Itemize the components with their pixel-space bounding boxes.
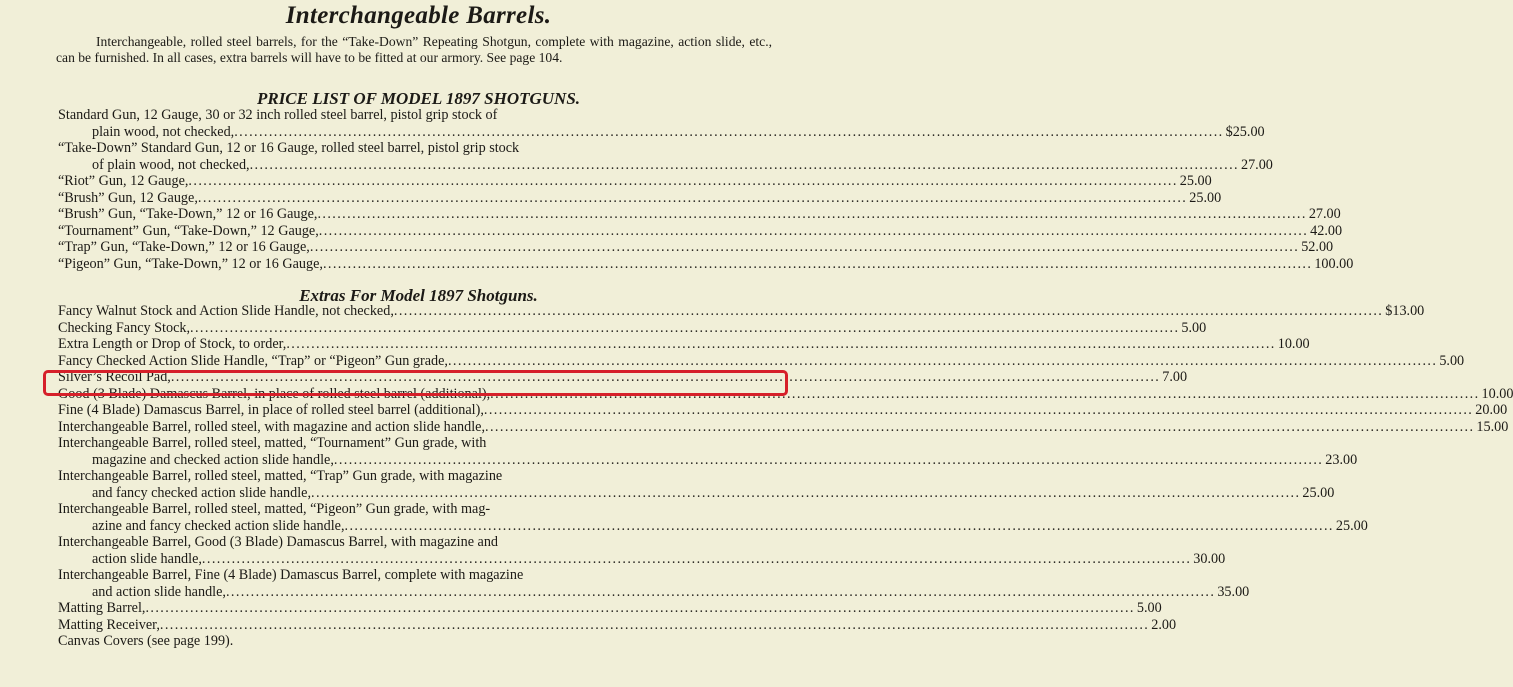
item-description: Silver’s Recoil Pad, [58,369,171,385]
extras-item [58,435,1358,468]
item-line [58,484,1335,502]
extras-item [58,336,1310,353]
leader-dots: ........................................................................................................................................................................................................ [170,369,1161,385]
item-line [58,501,772,518]
item-description: magazine and checked action slide handle, [92,451,334,468]
item-description: “Tournament” Gun, “Take-Down,” 12 Gauge, [58,222,319,239]
leader-dots: ........................................................................................................................................................................................................ [159,616,1150,633]
item-price: 27.00 [1308,206,1341,222]
item-description: Fine (4 Blade) Damascus Barrel, in place of rolled steel barrel (additional), [58,402,484,418]
item-description: Checking Fancy Stock, [58,319,191,336]
item-price: 25.00 [1179,173,1212,189]
item-description: and fancy checked action slide handle, [92,484,312,501]
item-line [58,616,1177,634]
item-price: 23.00 [1325,451,1358,468]
item-description: Interchangeable Barrel, rolled steel, matted, “Trap” Gun grade, with magazine [58,468,503,484]
price-list-item [58,140,1273,173]
extras-item [58,468,1335,501]
item-description: Interchangeable Barrel, rolled steel, matted, “Pigeon” Gun grade, with mag- [58,501,491,517]
item-price: 15.00 [1476,418,1509,435]
extras-item [58,600,1162,617]
item-description: Extra Length or Drop of Stock, to order, [58,336,287,352]
item-line [58,468,772,485]
extras-item [58,402,1508,419]
leader-dots: ........................................................................................................................................................................................................ [490,385,1480,402]
leader-dots: ........................................................................................................................................................................................................ [333,451,1324,468]
leader-dots: ........................................................................................................................................................................................................ [309,239,1300,255]
item-description: “Riot” Gun, 12 Gauge, [58,173,189,189]
item-line [58,517,1368,535]
extras-item [58,303,1425,320]
item-line [58,107,772,124]
extras-item [58,616,1177,634]
item-line [58,633,772,650]
item-price: 10.00 [1481,385,1513,402]
item-line [58,156,1273,174]
item-line [58,206,1341,223]
extras-item [58,352,1465,370]
item-price: 30.00 [1193,550,1226,567]
leader-dots: ........................................................................................................................................................................................................ [344,517,1334,534]
item-line [58,583,1250,601]
item-line [58,255,1354,273]
extras-item [58,418,1509,436]
item-line [58,418,1509,436]
item-price: 25.00 [1189,189,1222,206]
item-line [58,352,1465,370]
item-line [58,550,1226,568]
item-price: 27.00 [1240,156,1273,173]
item-price: 5.00 [1439,352,1465,369]
leader-dots: ........................................................................................................................................................................................................ [249,156,1239,173]
extras-item [58,534,1226,567]
item-price: 35.00 [1217,583,1250,600]
item-line [58,319,1207,337]
item-line [58,303,1425,320]
price-list-item [58,239,1334,256]
item-description: Fancy Checked Action Slide Handle, “Trap” or “Pigeon” Gun grade, [58,352,448,369]
price-list-heading: PRICE LIST OF MODEL 1897 SHOTGUNS. [256,89,581,108]
item-description: Good (3 Blade) Damascus Barrel, in place of rolled steel barrel (additional), [58,385,491,402]
intro-paragraph: Interchangeable, rolled steel barrels, for the “Take-Down” Repeating Shotgun, complete with magazine, action slide, etc., can be furnished. In all cases, extra barrels will have to be fitted at our armory. See page 104. [56,34,772,65]
item-description: Interchangeable Barrel, Fine (4 Blade) Damascus Barrel, complete with magazine [58,567,524,583]
extras-item [58,567,1250,600]
item-price: 25.00 [1302,484,1335,501]
leader-dots: ........................................................................................................................................................................................................ [447,352,1438,369]
extras-item [58,501,1368,534]
price-list-item [58,222,1343,240]
item-description: Matting Barrel, [58,600,146,616]
price-list-item [58,206,1341,223]
item-line [58,189,1222,207]
item-description: “Trap” Gun, “Take-Down,” 12 or 16 Gauge, [58,239,310,255]
item-description: Matting Receiver, [58,616,160,633]
item-description: “Take-Down” Standard Gun, 12 or 16 Gauge, rolled steel barrel, pistol grip stock [58,140,520,156]
leader-dots: ........................................................................................................................................................................................................ [145,600,1135,616]
leader-dots: ........................................................................................................................................................................................................ [393,303,1384,319]
item-line [58,534,772,551]
item-price: 2.00 [1151,616,1177,633]
item-description: “Pigeon” Gun, “Take-Down,” 12 or 16 Gauge, [58,255,323,272]
item-price: 7.00 [1162,369,1188,385]
item-description: “Brush” Gun, “Take-Down,” 12 or 16 Gauge, [58,206,318,222]
item-line [58,402,1508,419]
price-list-item [58,173,1212,190]
item-description: Canvas Covers (see page 199). [58,633,234,649]
item-line [58,239,1334,256]
page-title: Interchangeable Barrels. [285,2,552,29]
leader-dots: ........................................................................................................................................................................................................ [201,550,1192,567]
item-line [58,140,772,157]
leader-dots: ........................................................................................................................................................................................................ [483,402,1474,418]
item-line [58,600,1162,617]
leader-dots: ........................................................................................................................................................................................................ [318,222,1309,239]
leader-dots: ........................................................................................................................................................................................................ [190,319,1180,336]
price-list-item [58,107,1265,140]
item-line [58,435,772,452]
extras-heading: Extras For Model 1897 Shotguns. [299,286,538,305]
item-price: 5.00 [1181,319,1207,336]
item-price: 100.00 [1314,255,1354,272]
item-price: 20.00 [1475,402,1508,418]
item-line [58,336,1310,353]
item-price: 52.00 [1301,239,1334,255]
leader-dots: ........................................................................................................................................................................................................ [311,484,1301,501]
item-price: $13.00 [1385,303,1425,319]
item-line [58,567,772,584]
leader-dots: ........................................................................................................................................................................................................ [197,189,1188,206]
leader-dots: ........................................................................................................................................................................................................ [322,255,1313,272]
leader-dots: ........................................................................................................................................................................................................ [317,206,1307,222]
item-description: “Brush” Gun, 12 Gauge, [58,189,198,206]
leader-dots: ........................................................................................................................................................................................................ [188,173,1178,189]
price-list-item [58,189,1222,207]
item-price: 10.00 [1277,336,1310,352]
item-description: azine and fancy checked action slide handle, [92,517,345,534]
leader-dots: ........................................................................................................................................................................................................ [286,336,1276,352]
item-price: $25.00 [1225,123,1265,140]
item-price: 42.00 [1310,222,1343,239]
leader-dots: ........................................................................................................................................................................................................ [234,123,1224,140]
item-price: 5.00 [1136,600,1162,616]
item-description: and action slide handle, [92,583,226,600]
item-description: action slide handle, [92,550,202,567]
highlight-box [43,370,788,396]
item-description: Fancy Walnut Stock and Action Slide Handle, not checked, [58,303,394,319]
leader-dots: ........................................................................................................................................................................................................ [485,418,1475,435]
item-line [58,173,1212,190]
extras-item [58,319,1207,337]
item-line [58,451,1358,469]
item-description: plain wood, not checked, [92,123,235,140]
item-line [58,123,1265,141]
item-description: Interchangeable Barrel, Good (3 Blade) Damascus Barrel, with magazine and [58,534,499,550]
leader-dots: ........................................................................................................................................................................................................ [225,583,1216,600]
item-description: Standard Gun, 12 Gauge, 30 or 32 inch rolled steel barrel, pistol grip stock of [58,107,498,123]
price-list-item [58,255,1354,273]
item-description: Interchangeable Barrel, rolled steel, matted, “Tournament” Gun grade, with [58,435,487,451]
item-description: of plain wood, not checked, [92,156,250,173]
item-price: 25.00 [1335,517,1368,534]
item-description: Interchangeable Barrel, rolled steel, with magazine and action slide handle, [58,418,486,435]
extras-item [58,633,772,650]
item-line [58,222,1343,240]
